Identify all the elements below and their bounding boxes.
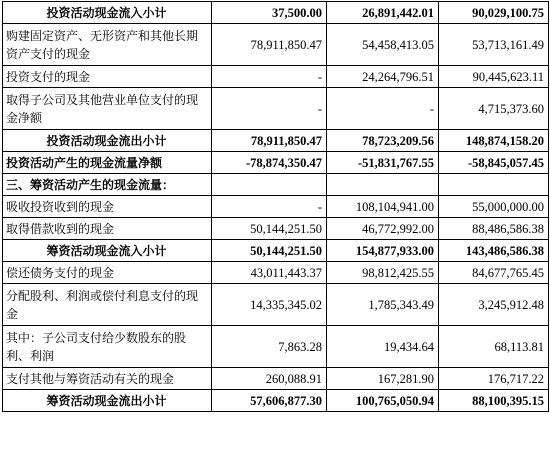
value-cell-col1: - <box>212 196 327 218</box>
table-row <box>3 2 549 24</box>
value-cell-col2: 26,891,442.01 <box>327 2 439 24</box>
table-row <box>3 390 549 412</box>
row-label: 投资活动现金流入小计 <box>3 2 212 24</box>
value-cell-col1: 43,011,443.37 <box>212 262 327 284</box>
row-label: 筹资活动现金流出小计 <box>3 390 212 412</box>
table-row <box>3 196 549 218</box>
row-label: 三、筹资活动产生的现金流量： <box>3 174 212 196</box>
row-label: 分配股利、利润或偿付利息支付的现金 <box>3 284 212 326</box>
value-cell-col2 <box>327 174 439 196</box>
value-cell-col3: 143,486,586.38 <box>439 240 549 262</box>
value-cell-col2: 1,785,343.49 <box>327 284 439 326</box>
table-row <box>3 240 549 262</box>
value-cell-col3: 4,715,373.60 <box>439 88 549 130</box>
value-cell-col1: 50,144,251.50 <box>212 240 327 262</box>
value-cell-col3: 3,245,912.48 <box>439 284 549 326</box>
table-row <box>3 174 549 196</box>
value-cell-col3: 148,874,158.20 <box>439 130 549 152</box>
value-cell-col3: 68,113.81 <box>439 326 549 368</box>
value-cell-col2: 98,812,425.55 <box>327 262 439 284</box>
row-label: 支付其他与筹资活动有关的现金 <box>3 368 212 390</box>
value-cell-col1: 57,606,877.30 <box>212 390 327 412</box>
table-row <box>3 88 549 130</box>
row-label: 偿还债务支付的现金 <box>3 262 212 284</box>
value-cell-col3: -58,845,057.45 <box>439 152 549 174</box>
value-cell-col1: - <box>212 88 327 130</box>
value-cell-col3: 90,029,100.75 <box>439 2 549 24</box>
value-cell-col3: 176,717.22 <box>439 368 549 390</box>
value-cell-col1: 260,088.91 <box>212 368 327 390</box>
row-label: 其中：子公司支付给少数股东的股利、利润 <box>3 326 212 368</box>
row-label: 筹资活动现金流入小计 <box>3 240 212 262</box>
value-cell-col1: 78,911,850.47 <box>212 130 327 152</box>
value-cell-col2: 19,434.64 <box>327 326 439 368</box>
value-cell-col1: 7,863.28 <box>212 326 327 368</box>
table-row <box>3 66 549 88</box>
row-label: 投资活动产生的现金流量净额 <box>3 152 212 174</box>
value-cell-col2: 24,264,796.51 <box>327 66 439 88</box>
value-cell-col3: 88,100,395.15 <box>439 390 549 412</box>
table-row <box>3 262 549 284</box>
value-cell-col2: 78,723,209.56 <box>327 130 439 152</box>
table-row <box>3 130 549 152</box>
value-cell-col3: 53,713,161.49 <box>439 24 549 66</box>
row-label: 吸收投资收到的现金 <box>3 196 212 218</box>
cash-flow-table <box>2 1 549 412</box>
value-cell-col2: 167,281.90 <box>327 368 439 390</box>
value-cell-col2: 100,765,050.94 <box>327 390 439 412</box>
row-label: 投资支付的现金 <box>3 66 212 88</box>
row-label: 购建固定资产、无形资产和其他长期资产支付的现金 <box>3 24 212 66</box>
value-cell-col2: 154,877,933.00 <box>327 240 439 262</box>
value-cell-col3: 55,000,000.00 <box>439 196 549 218</box>
table-row <box>3 326 549 368</box>
value-cell-col1 <box>212 174 327 196</box>
value-cell-col2: 46,772,992.00 <box>327 218 439 240</box>
value-cell-col3 <box>439 174 549 196</box>
value-cell-col1: 14,335,345.02 <box>212 284 327 326</box>
row-label: 取得借款收到的现金 <box>3 218 212 240</box>
value-cell-col2: -51,831,767.55 <box>327 152 439 174</box>
table-row <box>3 368 549 390</box>
row-label: 投资活动现金流出小计 <box>3 130 212 152</box>
value-cell-col2: 54,458,413.05 <box>327 24 439 66</box>
table-row <box>3 284 549 326</box>
value-cell-col1: - <box>212 66 327 88</box>
value-cell-col2: 108,104,941.00 <box>327 196 439 218</box>
value-cell-col1: -78,874,350.47 <box>212 152 327 174</box>
value-cell-col2: - <box>327 88 439 130</box>
cash-flow-table-body <box>3 2 549 412</box>
value-cell-col1: 37,500.00 <box>212 2 327 24</box>
row-label: 取得子公司及其他营业单位支付的现金净额 <box>3 88 212 130</box>
table-row <box>3 152 549 174</box>
value-cell-col3: 88,486,586.38 <box>439 218 549 240</box>
value-cell-col3: 90,445,623.11 <box>439 66 549 88</box>
table-row <box>3 24 549 66</box>
value-cell-col3: 84,677,765.45 <box>439 262 549 284</box>
table-row <box>3 218 549 240</box>
value-cell-col1: 78,911,850.47 <box>212 24 327 66</box>
value-cell-col1: 50,144,251.50 <box>212 218 327 240</box>
